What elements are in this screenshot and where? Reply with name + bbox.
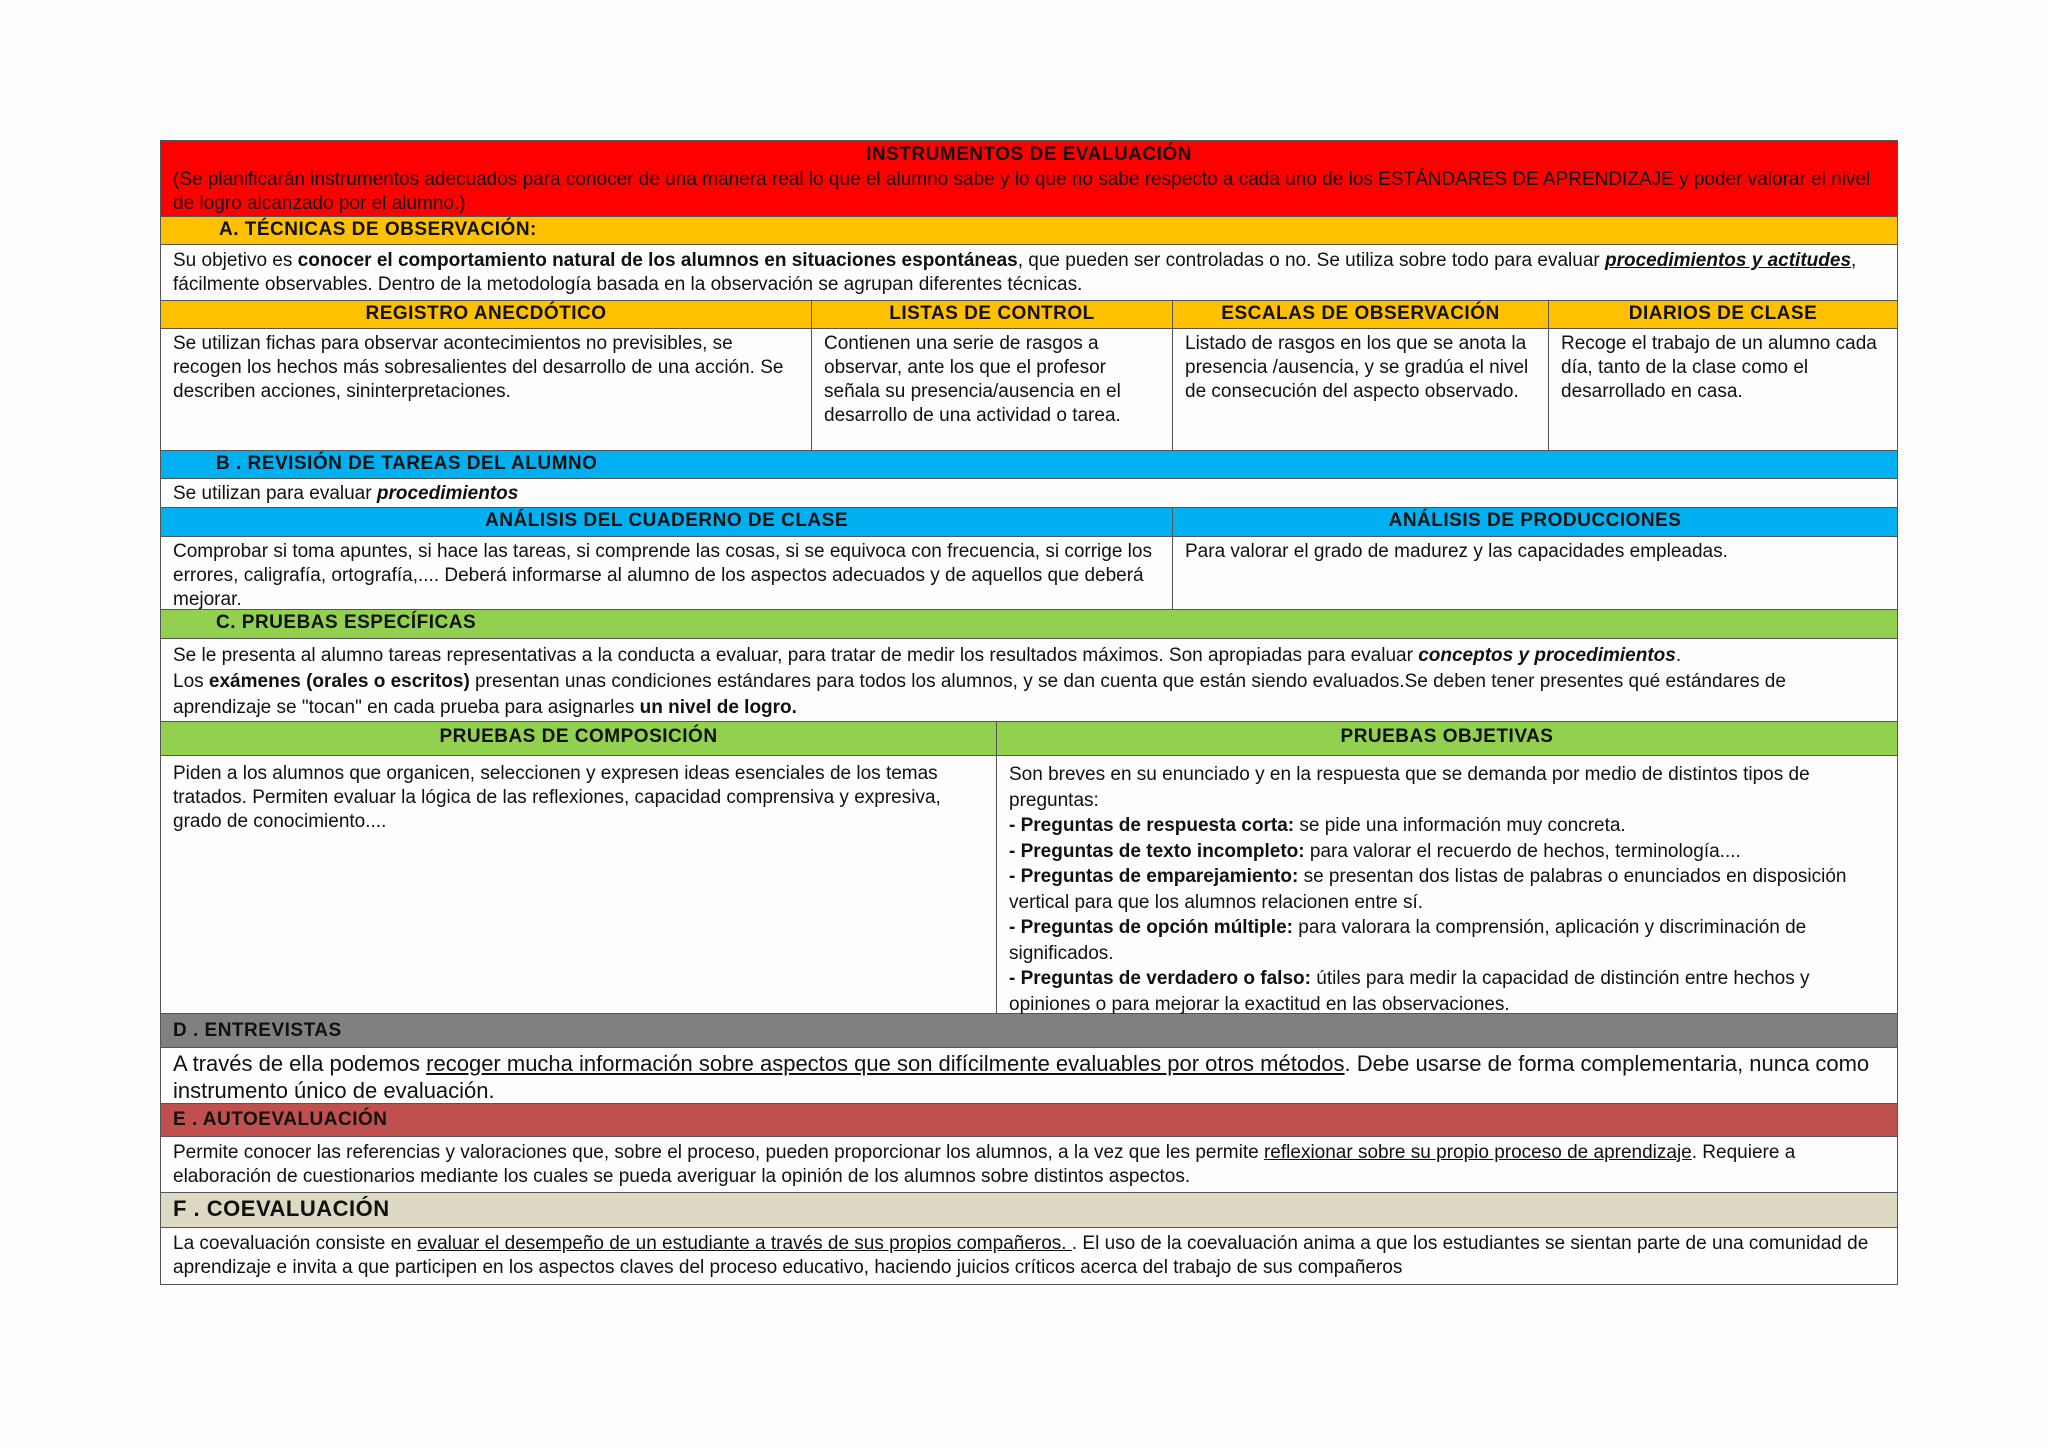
section-a-emphasis: procedimientos y actitudes (1605, 250, 1852, 271)
section-e-description (161, 1137, 1897, 1193)
objetivas-item-label: - Preguntas de respuesta corta: (1009, 815, 1295, 836)
title-row (161, 141, 1897, 217)
objetivas-item-text: útiles para medir la capacidad de distinción entre hechos y opiniones o para mejorar la exactitud en las observaciones. (1009, 968, 1810, 1015)
section-f-description (161, 1228, 1897, 1284)
section-a-heading: A. TÉCNICAS DE OBSERVACIÓN: (219, 219, 537, 240)
col-header-diarios: DIARIOS DE CLASE (1628, 303, 1818, 324)
objetivas-item-text: se presentan dos listas de palabras o enunciados en disposición vertical para que los alumnos relacionen entre sí. (1009, 866, 1847, 913)
section-f-heading: F . COEVALUACIÓN (173, 1196, 390, 1221)
section-c-line1: Se le presenta al alumno tareas representativas a la conducta a evaluar, para tratar de medir los resultados máximos. Son apropiadas para evaluar (173, 645, 1419, 666)
objetivas-item-text: para valorar el recuerdo de hechos, terminología.... (1304, 840, 1741, 862)
section-c-line2: Los (173, 671, 209, 692)
section-a-text-post: , fácilmente observables. Dentro de la metodología basada en la observación se agrupan diferentes técnicas. (173, 250, 1857, 295)
col-header-producciones: ANÁLISIS DE PRODUCCIONES (1388, 510, 1682, 531)
section-c-line2-bold: exámenes (orales o escritos) (208, 671, 470, 692)
section-b-heading: B . REVISIÓN DE TAREAS DEL ALUMNO (216, 453, 598, 474)
section-e-underlined: reflexionar sobre su propio proceso de aprendizaje (1263, 1142, 1692, 1163)
col-body-listas: Contienen una serie de rasgos a observar, ante los que el profesor señala su presencia/ausencia en el desarrollo de una actividad o tarea. (812, 329, 1173, 450)
col-body-escalas: Listado de rasgos en los que se anota la presencia /ausencia, y se gradúa el nivel de consecución del aspecto observado. (1173, 329, 1549, 450)
objetivas-item-label: - Preguntas de opción múltiple: (1009, 917, 1293, 938)
section-d-header (161, 1014, 1897, 1048)
objetivas-item (1009, 813, 1885, 839)
section-c-line1-end: . (1675, 645, 1682, 666)
col-body-objetivas (997, 756, 1897, 1013)
section-c-line2-mid: presentan unas condiciones estándares para todos los alumnos, y se dan cuenta que están siendo evaluados.Se deben tener presentes qué estándares de aprendizaje se "tocan" en cada prueba para asignarles (173, 671, 1786, 718)
objetivas-item-label: - Preguntas de texto incompleto: (1009, 840, 1305, 862)
col-header-registro: REGISTRO ANECDÓTICO (161, 301, 812, 328)
section-d-text: A través de ella podemos (173, 1051, 427, 1076)
section-d-heading: D . ENTREVISTAS (173, 1020, 342, 1041)
col-body-composicion: Piden a los alumnos que organicen, seleccionen y expresen ideas esenciales de los temas tratados. Permiten evaluar la lógica de las reflexiones, capacidad comprensiva y expresiva, grado de conocimiento.... (161, 756, 997, 1013)
section-d-underlined: recoger mucha información sobre aspectos que son difícilmente evaluables por otros métodos (426, 1051, 1345, 1076)
section-c-column-headers (161, 722, 1897, 756)
section-a-header (161, 217, 1897, 245)
col-body-diarios: Recoge el trabajo de un alumno cada día, tanto de la clase como el desarrollado en casa. (1561, 333, 1877, 402)
col-header-objetivas: PRUEBAS OBJETIVAS (1340, 726, 1554, 747)
section-c-description (161, 639, 1897, 722)
section-b-text: Se utilizan para evaluar (173, 483, 377, 504)
evaluation-instruments-table (160, 140, 1898, 1285)
section-b-description (161, 479, 1897, 508)
section-c-line1-emphasis: conceptos y procedimientos (1418, 645, 1676, 666)
section-c-heading: C. PRUEBAS ESPECÍFICAS (216, 612, 477, 633)
section-a-text-mid: , que pueden ser controladas o no. Se utiliza sobre todo para evaluar (1017, 250, 1605, 271)
section-a-text: Su objetivo es (173, 250, 298, 271)
section-b-header (161, 451, 1897, 479)
section-f-header (161, 1193, 1897, 1228)
section-c-column-bodies (161, 756, 1897, 1014)
objetivas-item (1009, 839, 1885, 865)
section-d-text-post: . Debe usarse de forma complementaria, nunca como instrumento único de evaluación. (173, 1051, 1870, 1103)
objetivas-item-text: se pide una información muy concreta. (1294, 815, 1626, 836)
section-a-column-headers (161, 301, 1897, 329)
page-title: INSTRUMENTOS DE EVALUACIÓN (866, 144, 1192, 165)
col-header-escalas: ESCALAS DE OBSERVACIÓN (1173, 301, 1549, 328)
col-header-listas: LISTAS DE CONTROL (812, 301, 1173, 328)
col-header-cuaderno: ANÁLISIS DEL CUADERNO DE CLASE (161, 508, 1173, 536)
col-body-cuaderno: Comprobar si toma apuntes, si hace las tareas, si comprende las cosas, si se equivoca con frecuencia, si corrige los errores, caligrafía, ortografía,.... Deberá informarse al alumno de los aspectos adecuados y de aquellos que deberá mejorar. (161, 537, 1173, 609)
objetivas-intro: Son breves en su enunciado y en la respuesta que se demanda por medio de distintos tipos de preguntas: (1009, 764, 1810, 811)
section-a-column-bodies (161, 329, 1897, 451)
objetivas-item-text: para valorara la comprensión, aplicación y discriminación de significados. (1009, 917, 1807, 964)
section-e-heading: E . AUTOEVALUACIÓN (173, 1109, 388, 1130)
intro-text: (Se planificarán instrumentos adecuados para conocer de una manera real lo que el alumno sabe y lo que no sabe respecto a cada uno de los ESTÁNDARES DE APRENDIZAJE y poder valorar el nivel de logro alcanzado por el alumno.) (173, 169, 1871, 214)
section-f-text: La coevaluación consiste en (173, 1233, 417, 1254)
section-e-text: Permite conocer las referencias y valoraciones que, sobre el proceso, pueden proporcionar los alumnos, a la vez que les permite (173, 1142, 1264, 1163)
objetivas-item (1009, 966, 1885, 1017)
section-b-emphasis: procedimientos (376, 483, 519, 504)
section-f-underlined: evaluar el desempeño de un estudiante a través de sus propios compañeros. (417, 1233, 1072, 1254)
objetivas-item-label: - Preguntas de verdadero o falso: (1009, 968, 1311, 989)
section-c-line2-bold2: un nivel de logro. (639, 697, 797, 718)
col-body-producciones: Para valorar el grado de madurez y las capacidades empleadas. (1185, 541, 1728, 562)
objetivas-item (1009, 864, 1885, 915)
section-b-column-headers (161, 508, 1897, 537)
section-f-text-post: . El uso de la coevaluación anima a que los estudiantes se sientan parte de una comunidad de aprendizaje e invita a que participen en los aspectos claves del proceso educativo, haciendo juicios críticos acerca del trabajo de sus compañeros (173, 1233, 1869, 1278)
section-e-header (161, 1104, 1897, 1137)
section-c-header (161, 610, 1897, 639)
objetivas-item-label: - Preguntas de emparejamiento: (1009, 866, 1299, 887)
col-header-composicion: PRUEBAS DE COMPOSICIÓN (161, 722, 997, 755)
section-b-column-bodies (161, 537, 1897, 610)
section-d-description (161, 1048, 1897, 1104)
section-e-text-post: . Requiere a elaboración de cuestionarios mediante los cuales se pueda averiguar la opinión de los alumnos sobre distintos aspectos. (173, 1142, 1796, 1187)
section-a-description (161, 245, 1897, 301)
section-a-bold: conocer el comportamiento natural de los alumnos en situaciones espontáneas (297, 250, 1018, 271)
objetivas-item (1009, 915, 1885, 966)
col-body-registro: Se utilizan fichas para observar acontecimientos no previsibles, se recogen los hechos más sobresalientes del desarrollo de una acción. Se describen acciones, sininterpretaciones. (161, 329, 812, 450)
